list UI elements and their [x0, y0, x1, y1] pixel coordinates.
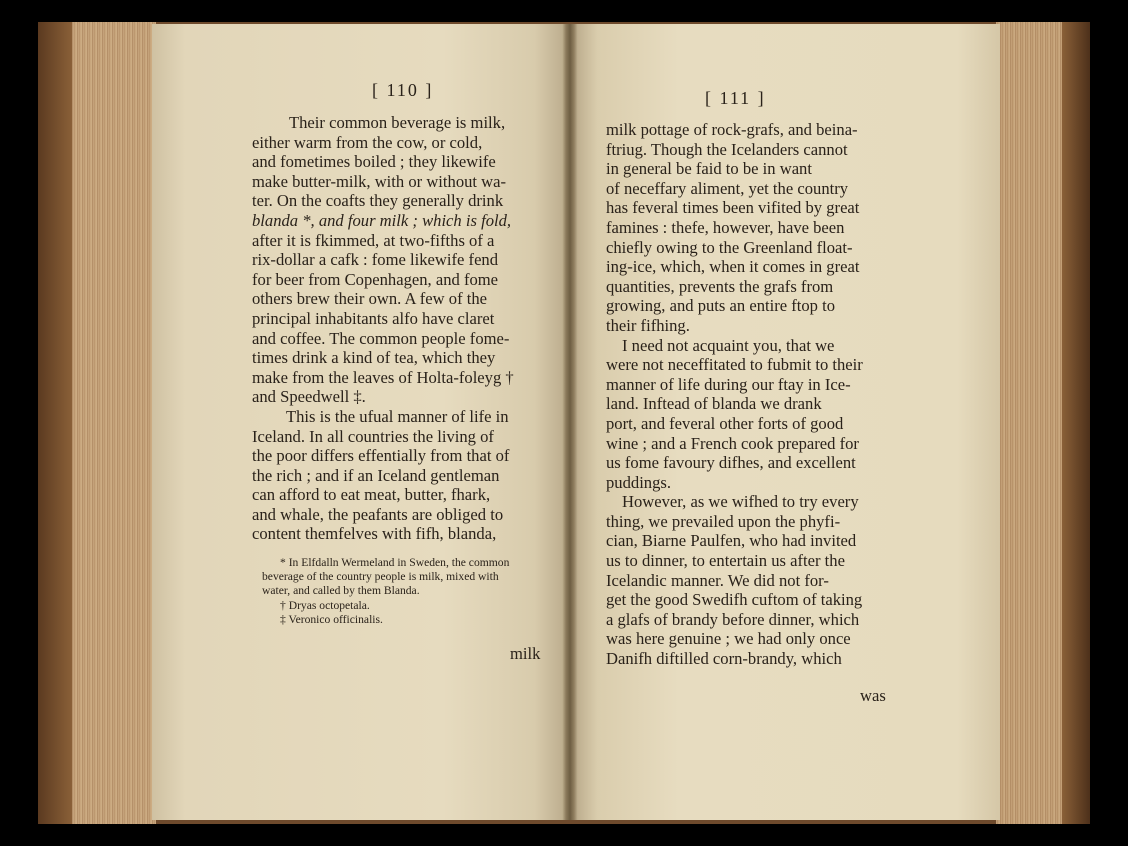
text-line: principal inhabitants alfo have claret — [252, 308, 495, 328]
text-line: for beer from Copenhagen, and fome — [252, 269, 499, 289]
text-line: However, as we wifhed to try every — [622, 492, 859, 512]
text-line: the rich ; and if an Iceland gentleman — [252, 465, 500, 485]
right-page-body — [606, 120, 863, 669]
footnote-line: water, and called by them Blanda. — [262, 584, 420, 598]
right-page-edges — [996, 22, 1068, 824]
text-line: and whale, the peafants are obliged to — [252, 504, 504, 524]
text-line: make butter-milk, with or without wa- — [252, 171, 507, 191]
text-line: ter. On the coafts they generally drink — [252, 191, 504, 211]
text-line: rix-dollar a cafk : fome likewife fend — [252, 250, 499, 270]
left-page-footnotes — [262, 556, 509, 627]
right-page-header: [ 111 ] — [705, 88, 766, 108]
text-line: growing, and puts an entire ftop to — [606, 296, 836, 316]
text-line: times drink a kind of tea, which they — [252, 348, 496, 368]
text-line: manner of life during our ftay in Ice- — [606, 374, 851, 394]
text-line: blanda *, and four milk ; which is fold, — [252, 210, 512, 230]
text-line: of neceffary aliment, yet the country — [606, 178, 849, 198]
text-line: milk pottage of rock-grafs, and beina- — [606, 120, 858, 139]
text-line: after it is fkimmed, at two-fifths of a — [252, 230, 495, 250]
text-line: was here genuine ; we had only once — [606, 629, 851, 649]
text-line: in general be faid to be in want — [606, 159, 812, 179]
footnote-line: † Dryas octopetala. — [280, 598, 370, 612]
text-line: Danifh diftilled corn-brandy, which — [606, 649, 842, 669]
text-line: ftriug. Though the Icelanders cannot — [606, 139, 848, 159]
text-line: cian, Biarne Paulfen, who had invited — [606, 531, 857, 551]
text-line: others brew their own. A few of the — [252, 289, 488, 309]
text-line: famines : thefe, however, have been — [606, 217, 845, 237]
text-line: thing, we prevailed upon the phyfi- — [606, 511, 841, 531]
text-line: quantities, prevents the grafs from — [606, 276, 834, 296]
right-cover-edge — [1062, 22, 1090, 824]
text-line: Their common beverage is milk, — [289, 113, 506, 132]
left-catchword: milk — [510, 644, 541, 663]
text-line: This is the ufual manner of life in — [286, 406, 509, 426]
text-line: has feveral times been vifited by great — [606, 198, 860, 218]
text-line: were not neceffitated to fubmit to their — [606, 355, 863, 375]
text-line: a glafs of brandy before dinner, which — [606, 609, 860, 629]
text-line: the poor differs effentially from that of — [252, 446, 510, 466]
left-cover-edge — [38, 22, 72, 824]
text-line: wine ; and a French cook prepared for — [606, 433, 859, 453]
text-line: and fometimes boiled ; they likewife — [252, 152, 496, 172]
text-line: content themfelves with fifh, blanda, — [252, 524, 497, 544]
text-line: us fome favoury difhes, and excellent — [606, 453, 856, 473]
left-page-header: [ 110 ] — [372, 80, 434, 100]
text-line: make from the leaves of Holta-foleyg † — [252, 367, 514, 387]
text-line: can afford to eat meat, butter, fhark, — [252, 485, 491, 505]
footnote-line: beverage of the country people is milk, mixed with — [262, 570, 499, 584]
text-line: I need not acquaint you, that we — [622, 335, 835, 355]
text-line: Iceland. In all countries the living of — [252, 426, 494, 446]
footnote-line: * In Elfdalln Wermeland in Sweden, the common — [280, 556, 510, 569]
text-line: puddings. — [606, 472, 671, 492]
right-catchword: was — [860, 686, 886, 705]
text-line: and coffee. The common people fome- — [252, 328, 510, 348]
text-line: land. Inftead of blanda we drank — [606, 394, 822, 414]
text-line: and Speedwell ‡. — [252, 387, 366, 407]
text-line: ing-ice, which, when it comes in great — [606, 257, 860, 277]
text-line: chiefly owing to the Greenland float- — [606, 237, 853, 257]
left-page-body — [252, 113, 514, 544]
text-line: get the good Swedifh cuftom of taking — [606, 590, 863, 610]
text-line: port, and feveral other forts of good — [606, 413, 844, 433]
text-line: either warm from the cow, or cold, — [252, 132, 483, 152]
book-gutter — [562, 24, 578, 820]
text-line: their fifhing. — [606, 315, 690, 335]
text-line: us to dinner, to entertain us after the — [606, 551, 845, 571]
footnote-line: ‡ Veronico officinalis. — [280, 612, 383, 626]
text-line: Icelandic manner. We did not for- — [606, 570, 829, 590]
